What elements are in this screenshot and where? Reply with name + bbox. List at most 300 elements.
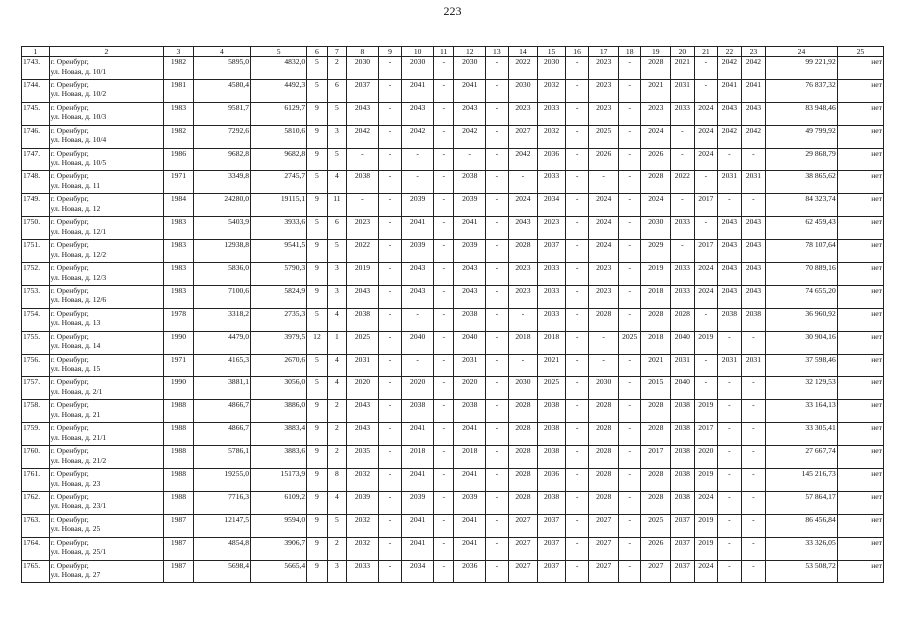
cell-col-18: - <box>618 148 640 171</box>
cell-col-6: 9 <box>307 400 327 423</box>
cell-col-12: 2038 <box>454 171 486 194</box>
cell-col-23: 2043 <box>741 263 766 286</box>
cell-col-4: 9682,8 <box>193 148 250 171</box>
cell-col-24: 99 221,92 <box>766 57 838 80</box>
address-street: ул. Новая, д. 23 <box>50 478 101 488</box>
cell-col-13: - <box>486 537 508 560</box>
cell-col-4: 7716,3 <box>193 491 250 514</box>
cell-col-17: - <box>589 354 619 377</box>
cell-col-23: - <box>741 514 766 537</box>
address-cell <box>49 560 164 583</box>
cell-col-25: нет <box>837 171 883 194</box>
cell-col-4: 12938,8 <box>193 240 250 263</box>
cell-col-19: 2024 <box>641 125 671 148</box>
cell-col-13: - <box>486 354 508 377</box>
cell-col-19: 2028 <box>641 423 671 446</box>
cell-col-13: - <box>486 171 508 194</box>
column-header-11: 11 <box>433 47 453 57</box>
cell-col-25: нет <box>837 263 883 286</box>
cell-col-8: 2030 <box>347 57 379 80</box>
cell-col-22: - <box>718 469 742 492</box>
cell-col-12: 2041 <box>454 537 486 560</box>
cell-col-10: 2041 <box>402 217 434 240</box>
cell-col-7: 2 <box>327 400 346 423</box>
row-number: 1750. <box>22 217 50 240</box>
cell-col-4: 4165,3 <box>193 354 250 377</box>
cell-col-3: 1983 <box>164 240 194 263</box>
cell-col-20: - <box>671 240 695 263</box>
cell-col-25: нет <box>837 423 883 446</box>
cell-col-18: - <box>618 240 640 263</box>
cell-col-7: 3 <box>327 560 346 583</box>
column-header-16: 16 <box>565 47 589 57</box>
cell-col-4: 12147,5 <box>193 514 250 537</box>
cell-col-3: 1982 <box>164 57 194 80</box>
address-city: г. Оренбург, <box>50 423 89 433</box>
cell-col-9: - <box>378 125 402 148</box>
cell-col-14: - <box>508 171 538 194</box>
cell-col-10: - <box>402 148 434 171</box>
cell-col-24: 83 948,46 <box>766 102 838 125</box>
column-header-10: 10 <box>402 47 434 57</box>
cell-col-7: 4 <box>327 354 346 377</box>
cell-col-16: - <box>565 469 589 492</box>
cell-col-5: 3883,4 <box>251 423 307 446</box>
cell-col-3: 1983 <box>164 285 194 308</box>
cell-col-17: 2024 <box>589 240 619 263</box>
cell-col-18: - <box>618 194 640 217</box>
row-number: 1748. <box>22 171 50 194</box>
address-cell <box>49 171 164 194</box>
cell-col-20: 2038 <box>671 469 695 492</box>
cell-col-14: 2023 <box>508 263 538 286</box>
cell-col-7: 5 <box>327 240 346 263</box>
cell-col-12: 2040 <box>454 331 486 354</box>
cell-col-14: 2027 <box>508 514 538 537</box>
cell-col-18: - <box>618 125 640 148</box>
cell-col-23: - <box>741 537 766 560</box>
row-number: 1757. <box>22 377 50 400</box>
cell-col-19: 2015 <box>641 377 671 400</box>
cell-col-16: - <box>565 171 589 194</box>
cell-col-25: нет <box>837 446 883 469</box>
cell-col-14: 2028 <box>508 400 538 423</box>
column-header-4: 4 <box>193 47 250 57</box>
cell-col-8: 2043 <box>347 102 379 125</box>
cell-col-23: - <box>741 446 766 469</box>
cell-col-8: 2032 <box>347 537 379 560</box>
cell-col-22: 2031 <box>718 171 742 194</box>
cell-col-16: - <box>565 148 589 171</box>
cell-col-6: 9 <box>307 285 327 308</box>
cell-col-18: - <box>618 400 640 423</box>
cell-col-3: 1988 <box>164 446 194 469</box>
column-header-13: 13 <box>486 47 508 57</box>
cell-col-8: 2039 <box>347 491 379 514</box>
cell-col-7: 2 <box>327 446 346 469</box>
cell-col-24: 49 799,92 <box>766 125 838 148</box>
column-header-5: 5 <box>251 47 307 57</box>
cell-col-17: 2026 <box>589 148 619 171</box>
address-city: г. Оренбург, <box>50 102 89 112</box>
cell-col-3: 1988 <box>164 400 194 423</box>
cell-col-6: 5 <box>307 308 327 331</box>
cell-col-17: 2028 <box>589 308 619 331</box>
cell-col-21: - <box>694 57 718 80</box>
address-city: г. Оренбург, <box>50 446 89 456</box>
cell-col-19: 2025 <box>641 514 671 537</box>
address-cell <box>49 57 164 80</box>
cell-col-5: 2735,3 <box>251 308 307 331</box>
cell-col-20: - <box>671 125 695 148</box>
cell-col-19: 2028 <box>641 469 671 492</box>
address-city: г. Оренбург, <box>50 285 89 295</box>
cell-col-12: 2041 <box>454 514 486 537</box>
cell-col-13: - <box>486 446 508 469</box>
cell-col-17: 2023 <box>589 285 619 308</box>
table-row <box>22 194 884 217</box>
cell-col-19: 2019 <box>641 263 671 286</box>
cell-col-11: - <box>433 331 453 354</box>
cell-col-13: - <box>486 560 508 583</box>
row-number: 1762. <box>22 491 50 514</box>
cell-col-24: 38 865,62 <box>766 171 838 194</box>
cell-col-12: 2042 <box>454 125 486 148</box>
cell-col-7: 4 <box>327 491 346 514</box>
cell-col-17: 2023 <box>589 79 619 102</box>
cell-col-24: 29 868,79 <box>766 148 838 171</box>
address-city: г. Оренбург, <box>50 514 89 524</box>
cell-col-15: 2033 <box>538 308 566 331</box>
cell-col-6: 5 <box>307 354 327 377</box>
cell-col-12: 2031 <box>454 354 486 377</box>
column-header-6: 6 <box>307 47 327 57</box>
cell-col-11: - <box>433 57 453 80</box>
cell-col-21: - <box>694 217 718 240</box>
cell-col-9: - <box>378 285 402 308</box>
cell-col-6: 9 <box>307 537 327 560</box>
cell-col-19: 2030 <box>641 217 671 240</box>
cell-col-11: - <box>433 446 453 469</box>
row-number: 1752. <box>22 263 50 286</box>
cell-col-5: 3906,7 <box>251 537 307 560</box>
cell-col-16: - <box>565 491 589 514</box>
cell-col-14: 2030 <box>508 79 538 102</box>
cell-col-19: 2028 <box>641 57 671 80</box>
cell-col-5: 3886,0 <box>251 400 307 423</box>
cell-col-19: 2027 <box>641 560 671 583</box>
cell-col-18: - <box>618 491 640 514</box>
cell-col-4: 4580,4 <box>193 79 250 102</box>
address-city: г. Оренбург, <box>50 148 89 158</box>
cell-col-12: 2039 <box>454 491 486 514</box>
cell-col-8: - <box>347 148 379 171</box>
cell-col-15: 2033 <box>538 263 566 286</box>
cell-col-15: 2030 <box>538 57 566 80</box>
cell-col-17: 2028 <box>589 491 619 514</box>
cell-col-8: 2043 <box>347 285 379 308</box>
cell-col-10: 2043 <box>402 102 434 125</box>
cell-col-4: 7292,6 <box>193 125 250 148</box>
row-number: 1760. <box>22 446 50 469</box>
cell-col-12: 2039 <box>454 240 486 263</box>
cell-col-23: 2041 <box>741 79 766 102</box>
cell-col-14: 2028 <box>508 423 538 446</box>
cell-col-3: 1981 <box>164 79 194 102</box>
address-cell <box>49 148 164 171</box>
cell-col-20: 2031 <box>671 79 695 102</box>
cell-col-14: 2028 <box>508 240 538 263</box>
cell-col-23: - <box>741 469 766 492</box>
cell-col-11: - <box>433 171 453 194</box>
cell-col-9: - <box>378 560 402 583</box>
cell-col-16: - <box>565 331 589 354</box>
cell-col-8: 2019 <box>347 263 379 286</box>
cell-col-4: 19255,0 <box>193 469 250 492</box>
cell-col-18: - <box>618 377 640 400</box>
cell-col-7: 6 <box>327 217 346 240</box>
cell-col-9: - <box>378 102 402 125</box>
column-header-22: 22 <box>718 47 742 57</box>
cell-col-12: 2041 <box>454 79 486 102</box>
cell-col-22: 2043 <box>718 263 742 286</box>
cell-col-16: - <box>565 400 589 423</box>
cell-col-6: 9 <box>307 469 327 492</box>
cell-col-5: 5824,9 <box>251 285 307 308</box>
cell-col-15: 2038 <box>538 491 566 514</box>
cell-col-23: 2042 <box>741 57 766 80</box>
housing-register-table <box>21 46 884 583</box>
cell-col-13: - <box>486 400 508 423</box>
cell-col-14: 2028 <box>508 469 538 492</box>
cell-col-24: 57 864,17 <box>766 491 838 514</box>
column-header-15: 15 <box>538 47 566 57</box>
cell-col-6: 9 <box>307 148 327 171</box>
row-number: 1764. <box>22 537 50 560</box>
address-street: ул. Новая, д. 12/3 <box>50 272 107 282</box>
cell-col-10: 2018 <box>402 446 434 469</box>
cell-col-16: - <box>565 240 589 263</box>
table-row <box>22 377 884 400</box>
cell-col-8: 2031 <box>347 354 379 377</box>
cell-col-18: - <box>618 537 640 560</box>
cell-col-17: 2023 <box>589 57 619 80</box>
cell-col-8: 2020 <box>347 377 379 400</box>
cell-col-24: 145 216,73 <box>766 469 838 492</box>
cell-col-25: нет <box>837 194 883 217</box>
address-city: г. Оренбург, <box>50 171 89 181</box>
cell-col-13: - <box>486 423 508 446</box>
cell-col-19: 2026 <box>641 148 671 171</box>
cell-col-24: 84 323,74 <box>766 194 838 217</box>
address-city: г. Оренбург, <box>50 263 89 273</box>
cell-col-7: 5 <box>327 102 346 125</box>
cell-col-17: 2024 <box>589 194 619 217</box>
cell-col-19: 2023 <box>641 102 671 125</box>
cell-col-24: 27 667,74 <box>766 446 838 469</box>
cell-col-7: 2 <box>327 57 346 80</box>
cell-col-10: 2030 <box>402 57 434 80</box>
cell-col-9: - <box>378 354 402 377</box>
cell-col-23: 2043 <box>741 285 766 308</box>
column-header-3: 3 <box>164 47 194 57</box>
row-number: 1754. <box>22 308 50 331</box>
address-street: ул. Новая, д. 11 <box>50 180 101 190</box>
cell-col-8: - <box>347 194 379 217</box>
cell-col-22: - <box>718 514 742 537</box>
cell-col-22: 2042 <box>718 125 742 148</box>
cell-col-18: - <box>618 514 640 537</box>
cell-col-21: 2024 <box>694 102 718 125</box>
cell-col-21: 2024 <box>694 125 718 148</box>
cell-col-20: - <box>671 194 695 217</box>
address-street: ул. Новая, д. 21/1 <box>50 432 107 442</box>
cell-col-23: - <box>741 560 766 583</box>
cell-col-21: 2024 <box>694 560 718 583</box>
column-header-20: 20 <box>671 47 695 57</box>
cell-col-18: - <box>618 102 640 125</box>
cell-col-18: - <box>618 469 640 492</box>
cell-col-14: - <box>508 354 538 377</box>
column-header-17: 17 <box>589 47 619 57</box>
cell-col-13: - <box>486 125 508 148</box>
cell-col-24: 78 107,64 <box>766 240 838 263</box>
cell-col-16: - <box>565 125 589 148</box>
cell-col-23: 2042 <box>741 125 766 148</box>
cell-col-22: - <box>718 377 742 400</box>
cell-col-13: - <box>486 331 508 354</box>
cell-col-4: 4866,7 <box>193 400 250 423</box>
cell-col-10: - <box>402 171 434 194</box>
address-street: ул. Новая, д. 25/1 <box>50 547 107 557</box>
column-header-9: 9 <box>378 47 402 57</box>
cell-col-16: - <box>565 308 589 331</box>
cell-col-23: 2031 <box>741 171 766 194</box>
row-number: 1763. <box>22 514 50 537</box>
cell-col-17: 2028 <box>589 469 619 492</box>
table-row <box>22 57 884 80</box>
cell-col-25: нет <box>837 57 883 80</box>
cell-col-7: 4 <box>327 171 346 194</box>
cell-col-17: 2030 <box>589 377 619 400</box>
cell-col-24: 70 889,16 <box>766 263 838 286</box>
cell-col-10: 2039 <box>402 491 434 514</box>
cell-col-4: 5403,9 <box>193 217 250 240</box>
row-number: 1745. <box>22 102 50 125</box>
address-cell <box>49 240 164 263</box>
cell-col-3: 1988 <box>164 469 194 492</box>
cell-col-7: 8 <box>327 469 346 492</box>
cell-col-14: 2030 <box>508 377 538 400</box>
cell-col-6: 9 <box>307 240 327 263</box>
cell-col-5: 2745,7 <box>251 171 307 194</box>
row-number: 1758. <box>22 400 50 423</box>
cell-col-8: 2025 <box>347 331 379 354</box>
cell-col-15: 2038 <box>538 423 566 446</box>
cell-col-8: 2043 <box>347 400 379 423</box>
cell-col-9: - <box>378 514 402 537</box>
cell-col-3: 1984 <box>164 194 194 217</box>
cell-col-7: 5 <box>327 514 346 537</box>
cell-col-5: 3933,6 <box>251 217 307 240</box>
column-header-21: 21 <box>694 47 718 57</box>
cell-col-3: 1990 <box>164 331 194 354</box>
cell-col-9: - <box>378 148 402 171</box>
cell-col-11: - <box>433 148 453 171</box>
cell-col-19: 2017 <box>641 446 671 469</box>
address-cell <box>49 125 164 148</box>
cell-col-14: 2042 <box>508 148 538 171</box>
cell-col-18: 2025 <box>618 331 640 354</box>
cell-col-9: - <box>378 331 402 354</box>
row-number: 1749. <box>22 194 50 217</box>
cell-col-20: 2028 <box>671 308 695 331</box>
cell-col-23: 2043 <box>741 217 766 240</box>
cell-col-7: 3 <box>327 125 346 148</box>
cell-col-5: 3883,6 <box>251 446 307 469</box>
cell-col-20: 2033 <box>671 217 695 240</box>
cell-col-3: 1983 <box>164 102 194 125</box>
address-city: г. Оренбург, <box>50 377 89 387</box>
cell-col-9: - <box>378 377 402 400</box>
cell-col-5: 6129,7 <box>251 102 307 125</box>
cell-col-7: 2 <box>327 423 346 446</box>
cell-col-21: 2019 <box>694 537 718 560</box>
row-number: 1747. <box>22 148 50 171</box>
cell-col-13: - <box>486 217 508 240</box>
cell-col-14: 2027 <box>508 560 538 583</box>
address-street: ул. Новая, д. 10/3 <box>50 112 107 122</box>
cell-col-10: 2041 <box>402 423 434 446</box>
cell-col-22: 2043 <box>718 240 742 263</box>
cell-col-15: 2033 <box>538 171 566 194</box>
cell-col-14: 2023 <box>508 285 538 308</box>
table-row <box>22 423 884 446</box>
cell-col-15: 2034 <box>538 194 566 217</box>
cell-col-7: 6 <box>327 79 346 102</box>
cell-col-23: - <box>741 331 766 354</box>
cell-col-9: - <box>378 446 402 469</box>
cell-col-11: - <box>433 469 453 492</box>
cell-col-9: - <box>378 308 402 331</box>
cell-col-10: 2041 <box>402 79 434 102</box>
address-city: г. Оренбург, <box>50 240 89 250</box>
cell-col-21: 2019 <box>694 514 718 537</box>
table-row <box>22 308 884 331</box>
cell-col-5: 2670,6 <box>251 354 307 377</box>
cell-col-25: нет <box>837 217 883 240</box>
cell-col-19: 2024 <box>641 194 671 217</box>
cell-col-7: 4 <box>327 377 346 400</box>
cell-col-19: 2028 <box>641 171 671 194</box>
cell-col-8: 2033 <box>347 560 379 583</box>
cell-col-12: 2041 <box>454 217 486 240</box>
cell-col-23: 2043 <box>741 102 766 125</box>
cell-col-12: 2041 <box>454 469 486 492</box>
cell-col-7: 3 <box>327 263 346 286</box>
cell-col-21: 2024 <box>694 491 718 514</box>
column-header-8: 8 <box>347 47 379 57</box>
cell-col-23: - <box>741 400 766 423</box>
table-row <box>22 491 884 514</box>
cell-col-17: - <box>589 331 619 354</box>
cell-col-13: - <box>486 491 508 514</box>
cell-col-14: 2023 <box>508 102 538 125</box>
cell-col-4: 5786,1 <box>193 446 250 469</box>
cell-col-14: 2027 <box>508 125 538 148</box>
cell-col-20: 2031 <box>671 354 695 377</box>
cell-col-25: нет <box>837 148 883 171</box>
